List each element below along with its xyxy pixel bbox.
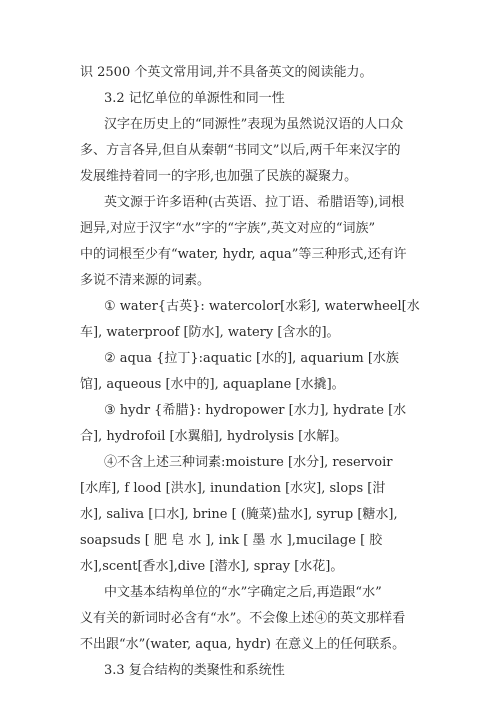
paragraph-line: 中的词根至少有“water, hydr, aqua”等三种形式,还有许	[80, 247, 407, 262]
paragraph-line: 多、方言各异,但自从秦朝“书同文”以后,两千年来汉字的	[80, 143, 401, 158]
list-item-line: 合], hydrofoil [水翼船], hydrolysis [水解]。	[80, 429, 348, 444]
section-heading: 3.3 复合结构的类聚性和系统性	[104, 663, 285, 678]
list-item-line: 水],scent[香水],dive [潜水], spray [水花]。	[80, 559, 344, 574]
paragraph-line: 义有关的新词时必含有“水”。不会像上述④的英文那样看	[80, 611, 406, 626]
paragraph-line: 发展维持着同一的字形,也加强了民族的凝聚力。	[80, 169, 358, 184]
paragraph-line: 不出跟“水”(water, aqua, hydr) 在意义上的任何联系。	[80, 637, 406, 652]
paragraph-line: 迥异,对应于汉字“水”字的“字族”,英文对应的“词族”	[80, 221, 376, 236]
text-line: 识 2500 个英文常用词,并不具备英文的阅读能力。	[80, 65, 373, 80]
paragraph-line: 中文基本结构单位的“水”字确定之后,再造跟“水”	[104, 585, 382, 600]
list-item-line: [水库], f lood [洪水], inundation [水灾], slops [泔	[80, 481, 386, 496]
list-item-line: ③ hydr {希腊}: hydropower [水力], hydrate [水	[104, 403, 407, 418]
paragraph-line: 多说不清来源的词素。	[80, 273, 211, 288]
list-item-line: soapsuds [ 肥 皂 水 ], ink [ 墨 水 ],mucilage [ 胶	[80, 533, 383, 548]
paragraph-line: 汉字在历史上的“同源性”表现为虽然说汉语的人口众	[104, 117, 404, 132]
list-item-line: 车], waterproof [防水], watery [含水的]。	[80, 325, 340, 340]
list-item-line: ④不含上述三种词素:moisture [水分], reservoir	[104, 455, 393, 470]
list-item-line: 水], saliva [口水], brine [ (腌菜)盐水], syrup [糖水],	[80, 507, 398, 522]
section-heading: 3.2 记忆单位的单源性和同一性	[104, 91, 285, 106]
list-item-line: ① water{古英}: watercolor[水彩], waterwheel[水	[104, 299, 420, 314]
list-item-line: 馆], aqueous [水中的], aquaplane [水撬]。	[80, 377, 345, 392]
list-item-line: ② aqua {拉丁}:aquatic [水的], aquarium [水族	[104, 351, 399, 366]
paragraph-line: 英文源于许多语种(古英语、拉丁语、希腊语等),词根	[104, 195, 405, 210]
